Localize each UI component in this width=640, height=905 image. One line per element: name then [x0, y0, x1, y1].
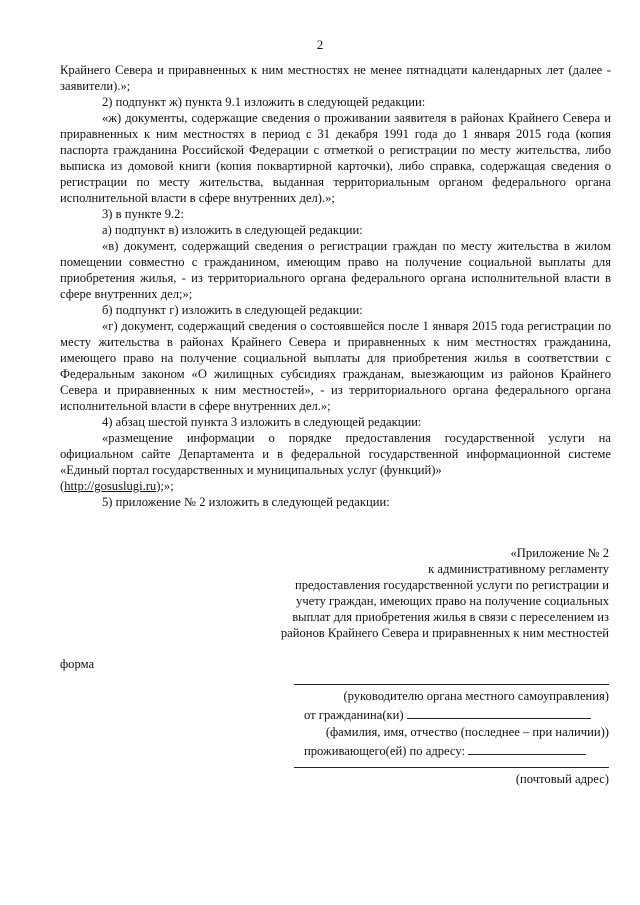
head-caption: (руководителю органа местного самоуправления)	[343, 689, 609, 703]
name-caption: (фамилия, имя, отчество (последнее – при наличии))	[325, 725, 609, 739]
page-number: 2	[316, 37, 324, 52]
paragraph: а) подпункт в) изложить в следующей редакции:	[102, 223, 363, 237]
postal-caption: (почтовый адрес)	[515, 772, 609, 786]
appendix-line: учету граждан, имеющих право на получение социальных	[296, 594, 609, 608]
appendix-line: районов Крайнего Севера и приравненных к ним местностей	[280, 626, 609, 640]
from-row	[304, 706, 619, 723]
document-body	[60, 62, 611, 510]
from-label: от гражданина(ки)	[304, 708, 404, 722]
paragraph: «ж) документы, содержащие сведения о проживании заявителя в районах Крайнего Севера и приравненных к ним местностях в период с 31 декабря 1991 года до 1 января 2015 года (копия паспорта гражданина Российской Федерации с отметкой о регистрации по месту жительства, либо выписка из домовой книги (копия поквартирной карточки), либо справка, содержащая сведения о регистрации по месту жительства, выданная территориальным органом федерального органа исполнительной власти в сфере внутренних дел).»;	[60, 111, 611, 205]
appendix-line: выплат для приобретения жилья в связи с переселением из	[292, 610, 609, 624]
paragraph: 5) приложение № 2 изложить в следующей редакции:	[102, 495, 390, 509]
paragraph: б) подпункт г) изложить в следующей редакции:	[102, 303, 363, 317]
appendix-header	[252, 545, 609, 641]
link-line	[60, 478, 611, 494]
from-blank[interactable]	[407, 706, 591, 719]
paragraph: 3) в пункте 9.2:	[102, 207, 184, 221]
address-line[interactable]	[294, 767, 609, 768]
paragraph: 2) подпункт ж) пункта 9.1 изложить в следующей редакции:	[102, 95, 426, 109]
link-open: (	[60, 479, 65, 493]
gosuslugi-link[interactable]: http://gosuslugi.ru	[64, 479, 157, 493]
address-label: проживающего(ей) по адресу:	[304, 744, 465, 758]
paragraph: Крайнего Севера и приравненных к ним местностях не менее пятнадцати календарных лет (далее - заявители).»;	[60, 63, 611, 93]
paragraph: «в) документ, содержащий сведения о регистрации граждан по месту жительства в жилом помещении совместно с гражданином, имеющим право на получение социальной выплаты для приобретения жилья, - из территориального органа федерального органа исполнительной власти в сфере внутренних дел;»;	[60, 239, 611, 301]
appendix-line: предоставления государственной услуги по регистрации и	[294, 578, 609, 592]
paragraph: «размещение информации о порядке предоставления государственной услуги на официальном сайте Департамента и в федеральной государственной информационной системе «Единый портал государственных и муниципальных услуг (функций)»	[60, 431, 611, 477]
address-row	[304, 742, 619, 759]
appendix-line: «Приложение № 2	[510, 546, 609, 560]
form-label: форма	[60, 657, 95, 671]
head-name-line[interactable]	[294, 684, 609, 685]
paragraph: 4) абзац шестой пункта 3 изложить в следующей редакции:	[102, 415, 422, 429]
appendix-line: к административному регламенту	[428, 562, 609, 576]
paragraph: «г) документ, содержащий сведения о состоявшейся после 1 января 2015 года регистрации по месту жительства в районах Крайнего Севера и приравненных к ним местностях гражданина, имеющего право на получение социальной выплаты для приобретения жилья в соответствии с Федеральным законом «О жилищных субсидиях гражданам, выезжающим из районов Крайнего Севера и приравненных к ним местностей», - из территориального органа федерального органа исполнительной власти в сфере внутренних дел.»;	[60, 319, 611, 413]
link-close: );»;	[156, 479, 174, 493]
address-blank[interactable]	[468, 742, 586, 755]
